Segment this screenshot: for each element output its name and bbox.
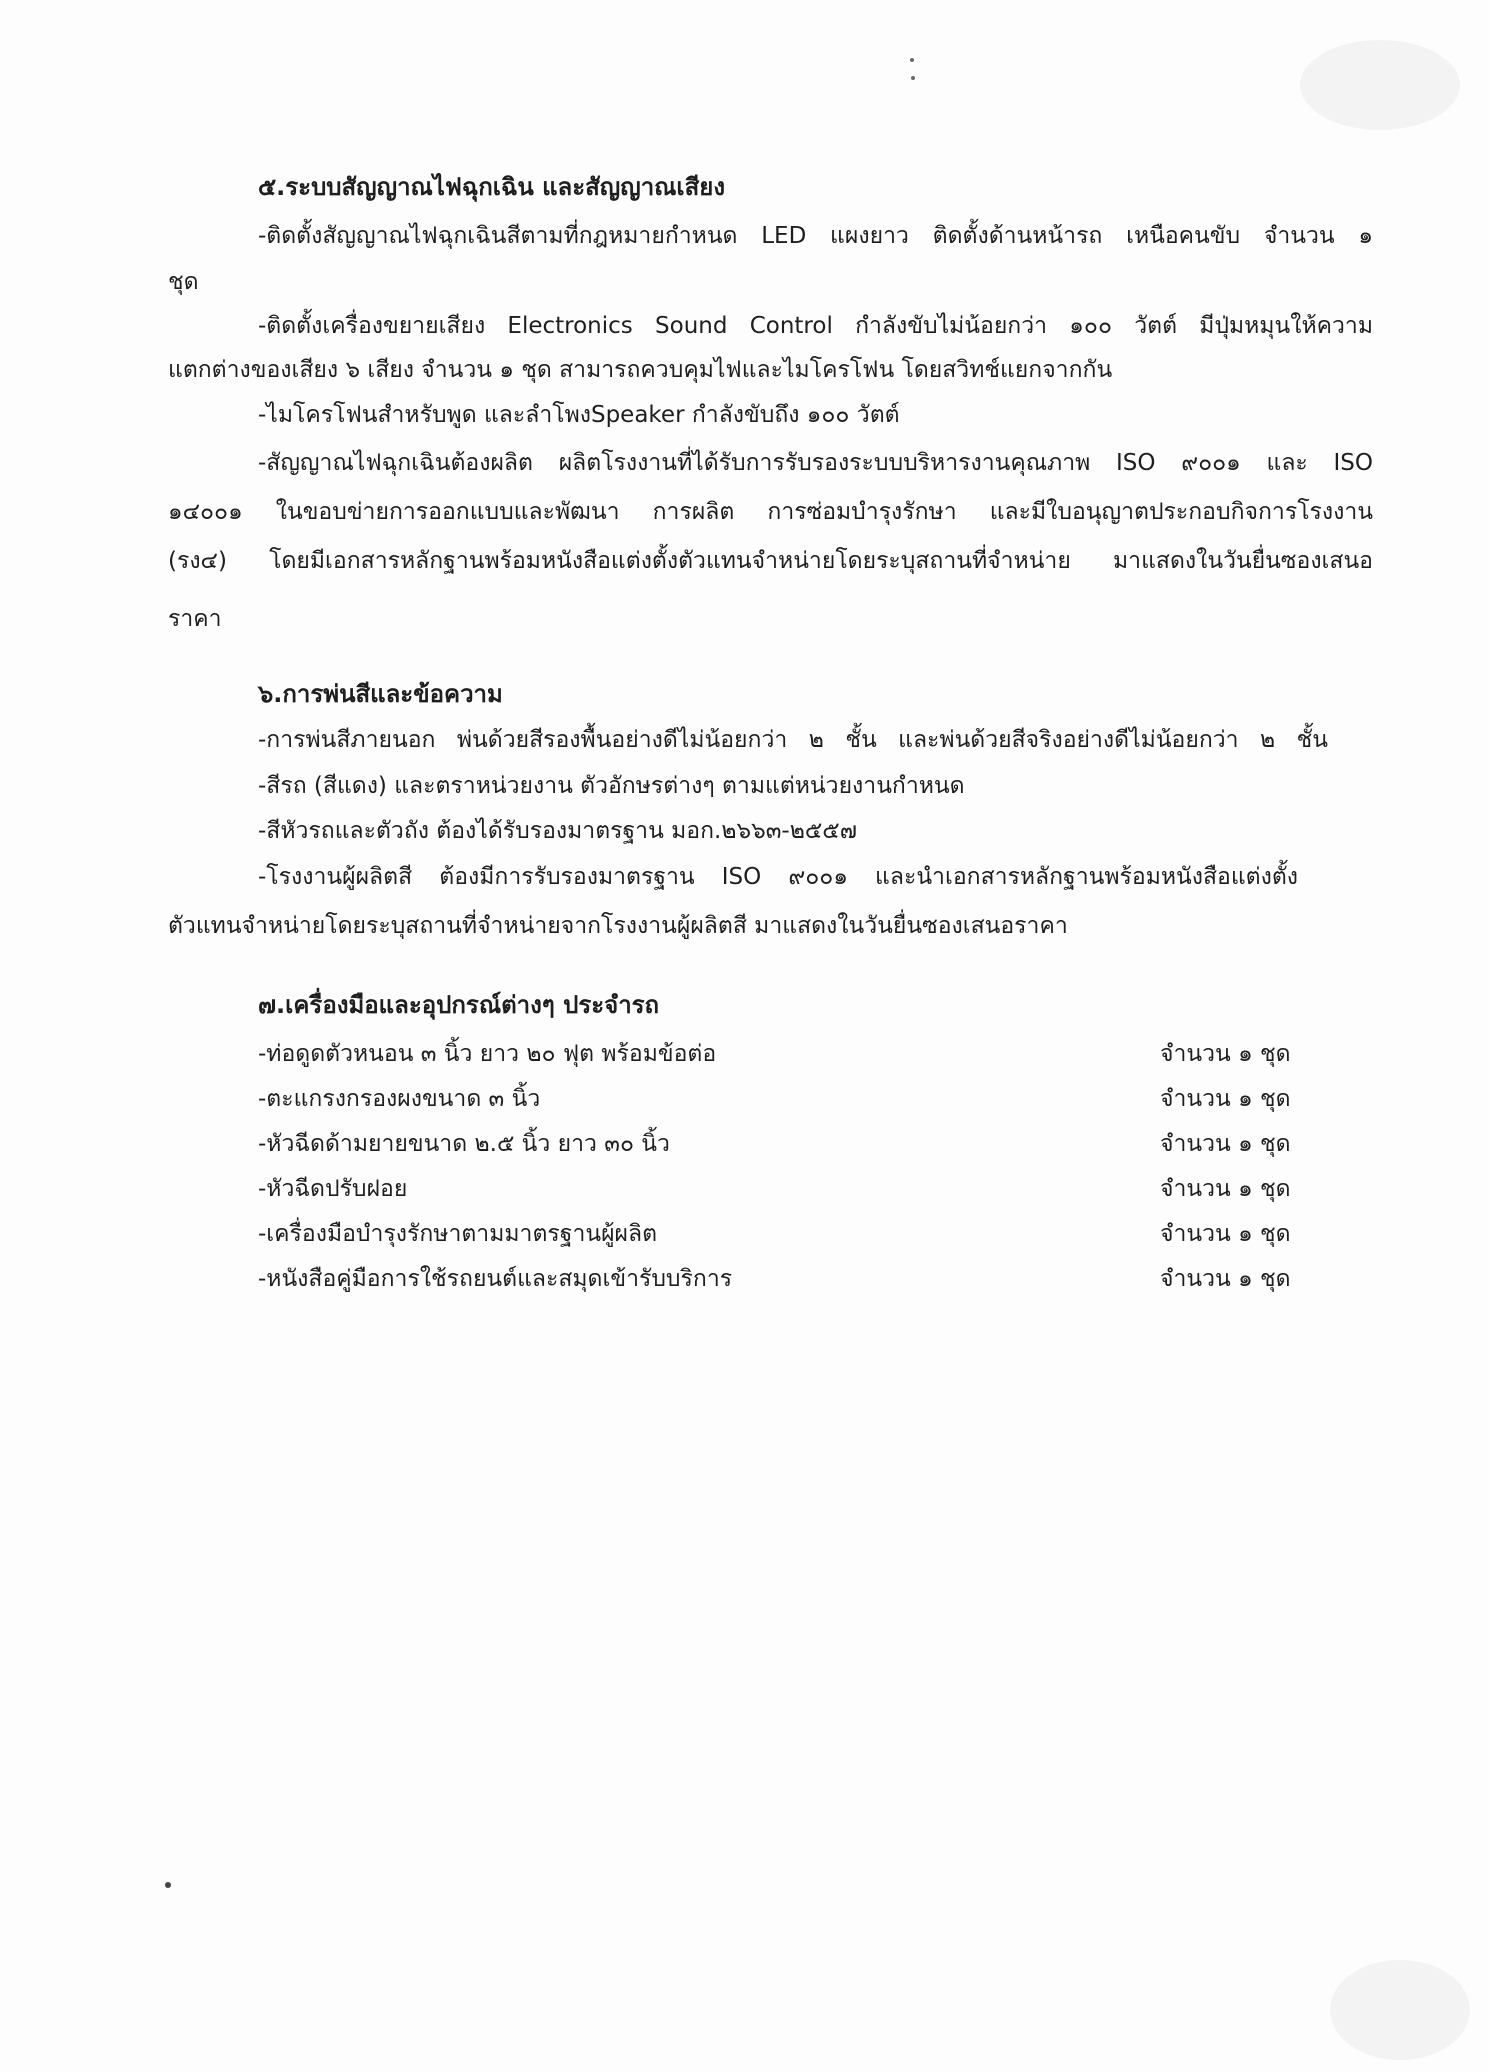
scan-speck	[911, 76, 915, 80]
scan-speck	[910, 58, 914, 62]
section-5-heading: ๕.ระบบสัญญาณไฟฉุกเฉิน และสัญญาณเสียง	[258, 173, 726, 201]
section-5-text: -ติดตั้งสัญญาณไฟฉุกเฉินสีตามที่กฎหมายกำหนด LED แผงยาว ติดตั้งด้านหน้ารถ เหนือคนขับ จำนวน ๑	[258, 223, 1373, 249]
section-5-text: ราคา	[168, 606, 222, 632]
section-5-text: แตกต่างของเสียง ๖ เสียง จำนวน ๑ ชุด สามารถควบคุมไฟและไมโครโฟน โดยสวิทช์แยกจากกัน	[168, 357, 1113, 383]
scan-smudge	[1300, 40, 1460, 130]
equipment-item: -ตะแกรงกรองผงขนาด ๓ นิ้ว	[258, 1086, 541, 1112]
section-6-text: -การพ่นสีภายนอก พ่นด้วยสีรองพื้นอย่างดีไม่น้อยกว่า ๒ ชั้น และพ่นด้วยสีจริงอย่างดีไม่น้อยกว่า ๒ ชั้น	[258, 727, 1328, 753]
equipment-item: -หัวฉีดด้ามยายขนาด ๒.๕ นิ้ว ยาว ๓๐ นิ้ว	[258, 1131, 670, 1157]
equipment-item: -หนังสือคู่มือการใช้รถยนต์และสมุดเข้ารับบริการ	[258, 1266, 733, 1292]
equipment-quantity: จำนวน ๑ ชุด	[1160, 1086, 1291, 1112]
equipment-item: -เครื่องมือบำรุงรักษาตามมาตรฐานผู้ผลิต	[258, 1221, 658, 1247]
equipment-quantity: จำนวน ๑ ชุด	[1160, 1041, 1291, 1067]
section-5-text: -ไมโครโฟนสำหรับพูด และลำโพงSpeaker กำลังขับถึง ๑๐๐ วัตต์	[258, 402, 900, 428]
equipment-quantity: จำนวน ๑ ชุด	[1160, 1266, 1291, 1292]
equipment-quantity: จำนวน ๑ ชุด	[1160, 1176, 1291, 1202]
section-6-text: -โรงงานผู้ผลิตสี ต้องมีการรับรองมาตรฐาน ISO ๙๐๐๑ และนำเอกสารหลักฐานพร้อมหนังสือแต่งตั้ง	[258, 864, 1298, 890]
section-5-text: ๑๔๐๐๑ ในขอบข่ายการออกแบบและพัฒนา การผลิต การซ่อมบำรุงรักษา และมีใบอนุญาตประกอบกิจการโรงงาน	[168, 499, 1373, 525]
section-5-text: -สัญญาณไฟฉุกเฉินต้องผลิต ผลิตโรงงานที่ได้รับการรับรองระบบบริหารงานคุณภาพ ISO ๙๐๐๑ และ ISO	[258, 450, 1373, 476]
scan-smudge	[1330, 1960, 1470, 2060]
equipment-quantity: จำนวน ๑ ชุด	[1160, 1131, 1291, 1157]
section-5-text: -ติดตั้งเครื่องขยายเสียง Electronics Sound Control กำลังขับไม่น้อยกว่า ๑๐๐ วัตต์ มีปุ่มหมุนให้ความ	[258, 313, 1373, 339]
section-5-text: ชุด	[168, 269, 199, 295]
equipment-item: -หัวฉีดปรับฝอย	[258, 1176, 408, 1202]
section-6-heading: ๖.การพ่นสีและข้อความ	[258, 680, 503, 708]
scan-speck	[165, 1882, 171, 1888]
section-6-text: -สีหัวรถและตัวถัง ต้องได้รับรองมาตรฐาน มอก.๒๖๖๓-๒๕๕๗	[258, 818, 857, 844]
equipment-item: -ท่อดูดตัวหนอน ๓ นิ้ว ยาว ๒๐ ฟุต พร้อมข้อต่อ	[258, 1041, 717, 1067]
section-6-text: ตัวแทนจำหน่ายโดยระบุสถานที่จำหน่ายจากโรงงานผู้ผลิตสี มาแสดงในวันยื่นซองเสนอราคา	[168, 913, 1068, 939]
section-6-text: -สีรถ (สีแดง) และตราหน่วยงาน ตัวอักษรต่างๆ ตามแต่หน่วยงานกำหนด	[258, 773, 965, 799]
section-7-heading: ๗.เครื่องมือและอุปกรณ์ต่างๆ ประจำรถ	[258, 991, 660, 1019]
section-5-text: (รง๔) โดยมีเอกสารหลักฐานพร้อมหนังสือแต่งตั้งตัวแทนจำหน่ายโดยระบุสถานที่จำหน่าย มาแสดงในวันยื่นซองเสนอ	[168, 548, 1373, 574]
equipment-quantity: จำนวน ๑ ชุด	[1160, 1221, 1291, 1247]
